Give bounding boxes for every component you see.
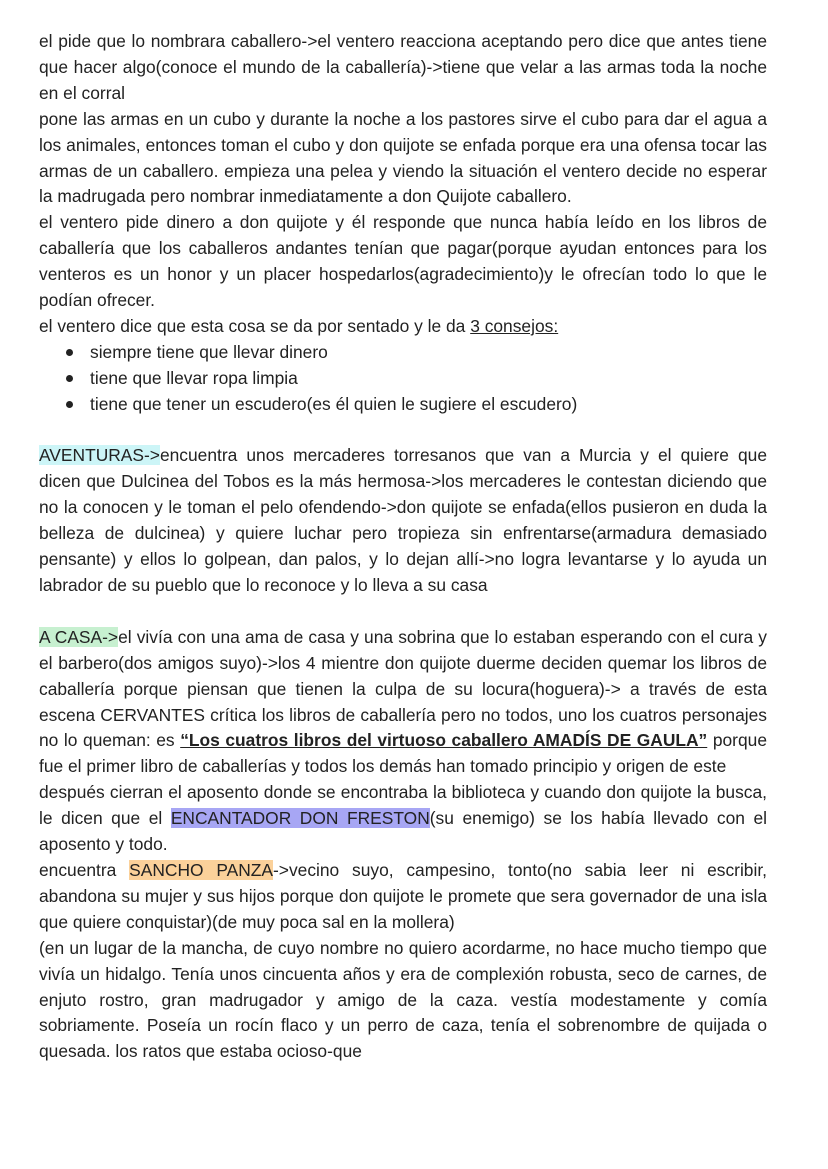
paragraph-pelea-cubo: pone las armas en un cubo y durante la noche a los pastores sirve el cubo para dar el agua a los animales, entonces toman el cubo y don quijote se enfada porque era una ofensa tocar las armas de un caballero. empieza una pelea y viendo la situación el ventero decide no esperar la madrugada pero nombrar inmediatamente a don Quijote caballero. <box>39 108 767 207</box>
blank-line <box>39 599 767 625</box>
blank-line <box>39 418 767 444</box>
list-item: tiene que llevar ropa limpia <box>90 366 767 392</box>
list-item: tiene que tener un escudero(es él quien le sugiere el escudero) <box>90 392 767 418</box>
casa-highlight: A CASA-> <box>39 626 119 647</box>
freston-suffix: (su enemigo) se los había llevado con el aposento y todo. <box>39 808 767 855</box>
paragraph-consejos-intro <box>39 314 767 340</box>
document-page <box>39 29 767 1065</box>
paragraph-freston <box>39 780 767 858</box>
paragraph-a-casa <box>39 625 767 780</box>
paragraph-aventuras <box>39 443 767 598</box>
consejos-underlined: 3 consejos: <box>470 315 559 336</box>
sancho-suffix: ->vecino suyo, campesino, tonto(no sabia leer ni escribir, abandona su mujer y sus hijos porque don quijote le promete que sera governador de una isla que quiere conquistar)(de muy poca sal en la mollera) <box>39 859 768 932</box>
freston-highlight: ENCANTADOR DON FRESTON <box>170 808 430 829</box>
aventuras-text: encuentra unos mercaderes torresanos que van a Murcia y el quiere que dicen que Dulcinea del Tobos es la más hermosa->los mercaderes le contestan diciendo que no la conocen y le toman el pelo ofendendo->don quijote se enfada(ellos pusieron en duda la belleza de dulcinea) y quiere luchar pero tropieza sin enfrentarse(armadura demasiado pensante) y ellos lo golpean, dan palos, y lo dejan allí->no logra levantarse y lo ayuda un labrador de su pueblo que lo reconoce y lo lleva a su casa <box>39 445 767 596</box>
amadis-title: “Los cuatros libros del virtuoso caballero AMADÍS DE GAULA” <box>180 730 708 751</box>
casa-text: el vivía con una ama de casa y una sobrina que lo estaban esperando con el cura y el barbero(dos amigos suyo)->los 4 mientre don quijote duerme deciden quemar los libros de caballería porque piensan que tienen la culpa de su locura(hoguera)-> a través de esta escena CERVANTES crítica los libros de caballería pero no todos, uno los cuatros personajes no lo queman: es <box>39 626 767 751</box>
list-item: siempre tiene que llevar dinero <box>90 340 767 366</box>
consejos-list <box>39 340 767 418</box>
paragraph-sancho <box>39 858 767 936</box>
consejos-intro-text: el ventero dice que esta cosa se da por sentado y le da <box>39 315 471 336</box>
casa-text-after: porque fue el primer libro de caballerías y todos los demás han tomado principio y origen de este <box>39 730 767 777</box>
sancho-highlight: SANCHO PANZA <box>129 859 274 880</box>
aventuras-highlight: AVENTURAS-> <box>39 445 160 466</box>
paragraph-ventero-dinero: el ventero pide dinero a don quijote y él responde que nunca había leído en los libros de caballería que los caballeros andantes tenían que pagar(porque ayudan entonces para los venteros es un honor y un placer hospedarlos(agradecimiento)y le ofrecían todo lo que le podían ofrecer. <box>39 212 767 311</box>
paragraph-hidalgo: (en un lugar de la mancha, de cuyo nombre no quiero acordarme, no hace mucho tiempo que vivía un hidalgo. Tenía unos cincuenta años y era de complexión robusta, seco de carnes, de enjuto rostro, gran madrugador y amigo de la caza. vestía modestamente y comía sobriamente. Poseía un rocín flaco y un perro de caza, tenía el sobrenombre de quijada o quesada. los ratos que estaba ocioso-que <box>39 937 767 1062</box>
paragraph-velar-armas: el pide que lo nombrara caballero->el ventero reacciona aceptando pero dice que antes tiene que hacer algo(conoce el mundo de la caballería)->tiene que velar a las armas toda la noche en el corral <box>39 31 767 103</box>
sancho-prefix: encuentra <box>39 859 130 880</box>
freston-prefix: después cierran el aposento donde se encontraba la biblioteca y cuando don quijote la busca, le dicen que el <box>39 782 767 829</box>
